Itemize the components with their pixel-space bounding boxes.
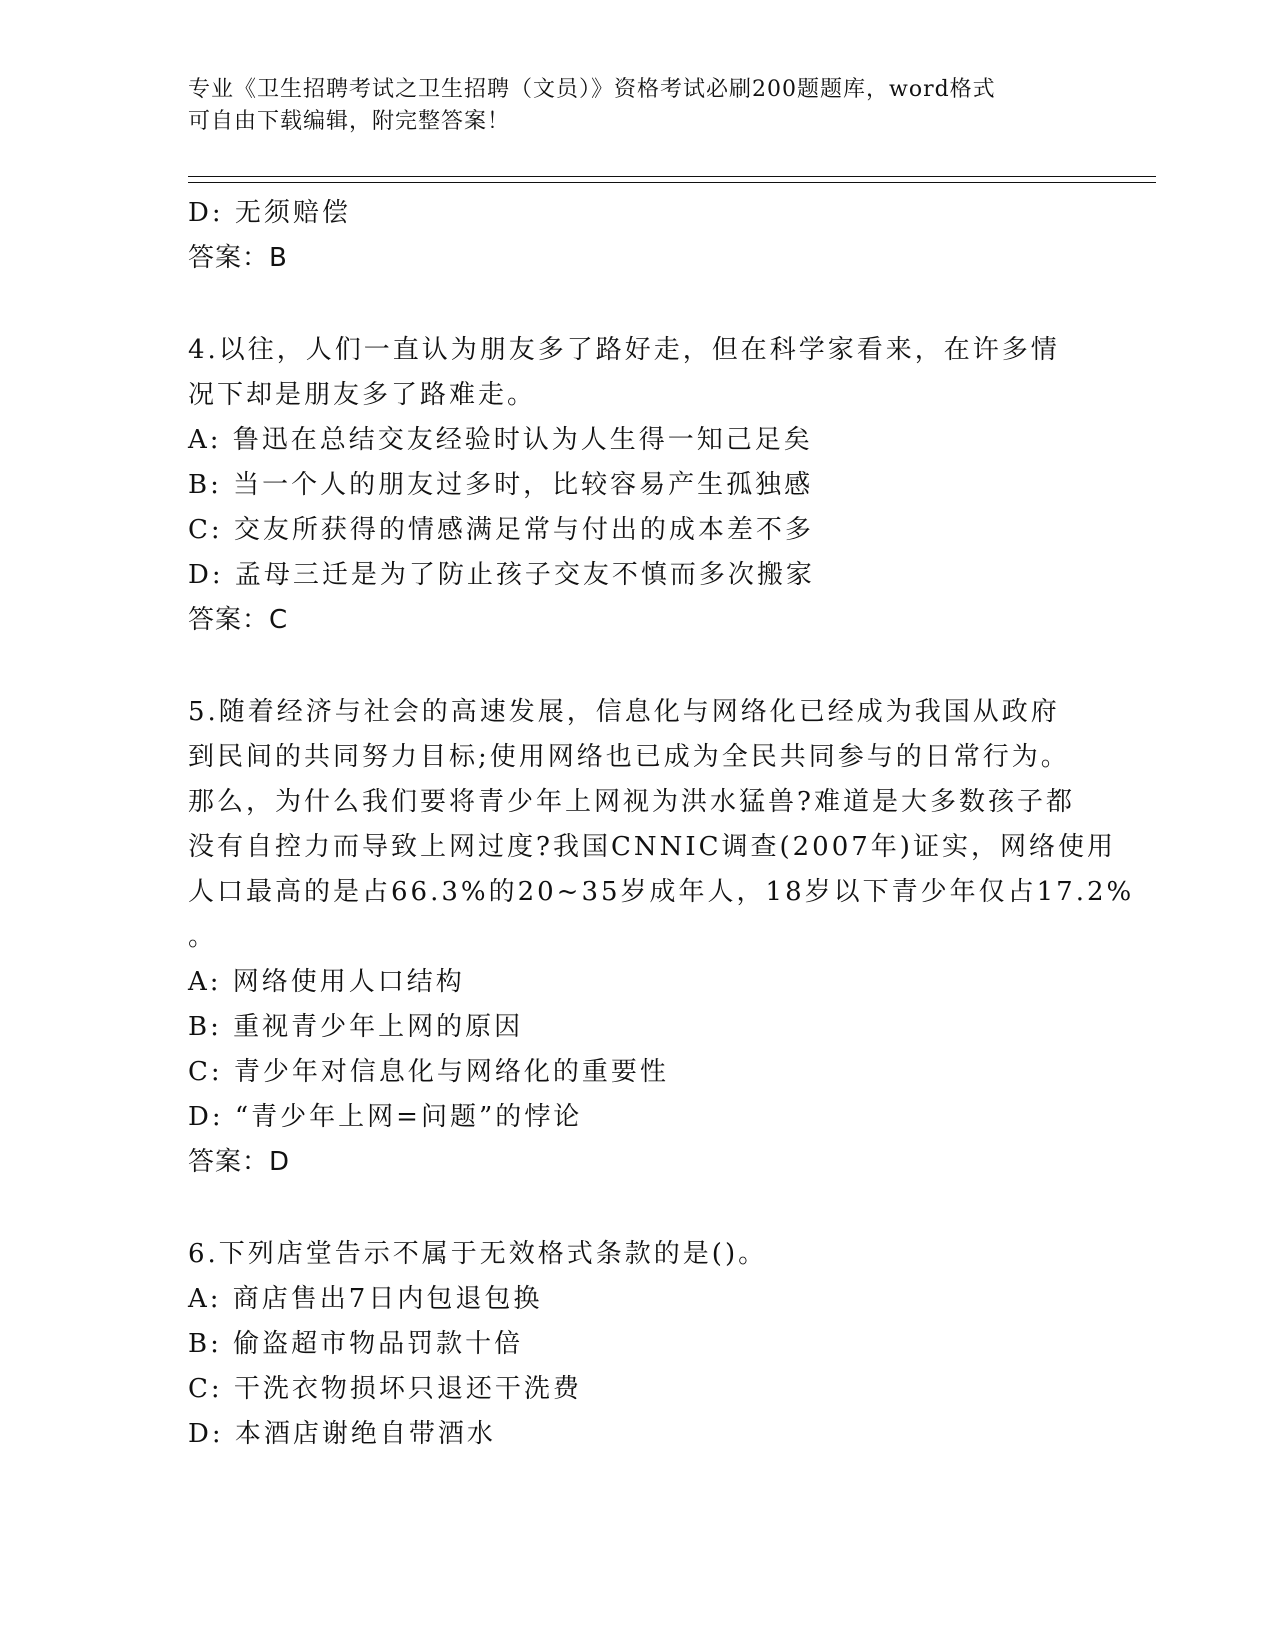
q5-stem-line-2: 到民间的共同努力目标;使用网络也已成为全民共同参与的日常行为。 [188, 742, 1070, 772]
spacer [188, 1185, 1088, 1232]
q6-option-c: C: 干洗衣物损坏只退还干洗费 [188, 1374, 582, 1404]
header-line-2: 可自由下载编辑，附完整答案！ [188, 109, 511, 134]
q5-stem-line-5: 人口最高的是占66.3%的20~35岁成年人，18岁以下青少年仅占17.2% [188, 877, 1135, 907]
q5-option-d: D: “青少年上网=问题”的悖论 [188, 1102, 583, 1132]
q5-option-a: A: 网络使用人口结构 [188, 967, 465, 997]
spacer [188, 643, 1088, 690]
spacer [188, 281, 1088, 328]
q3-answer: 答案：B [188, 243, 288, 273]
q3-option-d: D: 无须赔偿 [188, 198, 351, 228]
question-3-tail [188, 191, 1088, 281]
q6-option-d: D: 本酒店谢绝自带酒水 [188, 1419, 496, 1449]
q5-option-b: B: 重视青少年上网的原因 [188, 1012, 524, 1042]
q6-option-a: A: 商店售出7日内包退包换 [188, 1284, 543, 1314]
q5-option-c: C: 青少年对信息化与网络化的重要性 [188, 1057, 669, 1087]
page-header [188, 74, 1088, 138]
q4-stem-line-2: 况下却是朋友多了路难走。 [188, 380, 537, 410]
q4-answer: 答案：C [188, 605, 289, 635]
q4-option-d: D: 孟母三迁是为了防止孩子交友不慎而多次搬家 [188, 560, 815, 590]
q4-option-b: B: 当一个人的朋友过多时，比较容易产生孤独感 [188, 470, 814, 500]
question-4 [188, 328, 1088, 643]
q5-stem-line-3: 那么，为什么我们要将青少年上网视为洪水猛兽?难道是大多数孩子都 [188, 787, 1075, 817]
q6-option-b: B: 偷盗超市物品罚款十倍 [188, 1329, 524, 1359]
document-body [188, 191, 1135, 1457]
q5-stem-line-6: 。 [188, 922, 218, 952]
q5-stem-line-1: 5.随着经济与社会的高速发展，信息化与网络化已经成为我国从政府 [188, 697, 1060, 727]
q5-stem-line-4: 没有自控力而导致上网过度?我国CNNIC调查(2007年)证实，网络使用 [188, 832, 1116, 862]
q4-option-c: C: 交友所获得的情感满足常与付出的成本差不多 [188, 515, 814, 545]
question-6 [188, 1232, 1088, 1457]
q6-stem-line-1: 6.下列店堂告示不属于无效格式条款的是()。 [188, 1239, 768, 1269]
q4-stem-line-1: 4.以往，人们一直认为朋友多了路好走，但在科学家看来，在许多情 [188, 335, 1060, 365]
question-5 [188, 690, 1135, 1185]
header-line-1: 专业《卫生招聘考试之卫生招聘（文员）》资格考试必刷200题题库，word格式 [188, 77, 996, 102]
q5-answer: 答案：D [188, 1147, 291, 1177]
header-divider [188, 176, 1156, 183]
q4-option-a: A: 鲁迅在总结交友经验时认为人生得一知己足矣 [188, 425, 813, 455]
